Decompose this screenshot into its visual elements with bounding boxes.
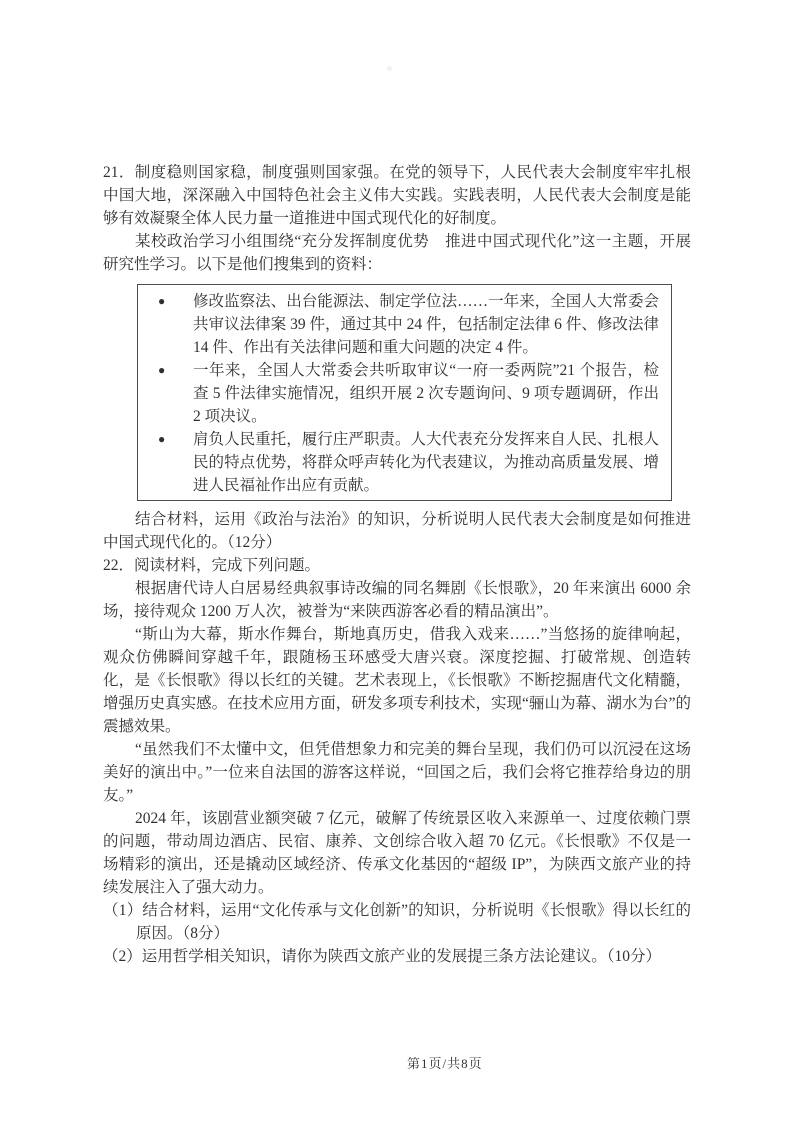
question-22-lead: 22．阅读材料，完成下列问题。 — [103, 557, 321, 574]
question-22-paragraph-1: 根据唐代诗人白居易经典叙事诗改编的同名舞剧《长恨歌》，20 年来演出 6000 余场，接待观众 1200 万人次，被誉为“来陕西游客必看的精品演出”。 — [103, 580, 691, 620]
material-bullet-item — [138, 290, 659, 359]
material-bullet-text: 肩负人民重托，履行庄严职责。人大代表充分发挥来自人民、扎根人民的特点优势，将群众呼声转化为代表建议，为推动高质量发展、增进人民福祉作出应有贡献。 — [193, 431, 659, 494]
question-22-paragraph-2: “斯山为大幕，斯水作舞台，斯地真历史，借我入戏来……”当悠扬的旋律响起，观众仿佛瞬间穿越千年，跟随杨玉环感受大唐兴衰。深度挖掘、打破常规、创造转化，是《长恨歌》得以长红的关键。艺术表现上，《长恨歌》不断挖掘唐代文化精髓，增强历史真实感。在技术应用方面，研发多项专利技术，实现“骊山为幕、湖水为台”的震撼效果。 — [103, 626, 691, 735]
question-21-setup: 某校政治学习小组围绕“充分发挥制度优势 推进中国式现代化”这一主题，开展研究性学习。以下是他们搜集到的资料： — [103, 233, 691, 273]
question-21-intro: 21．制度稳则国家稳，制度强则国家强。在党的领导下，人民代表大会制度牢牢扎根中国大地，深深融入中国特色社会主义伟大实践。实践表明，人民代表大会制度是能够有效凝聚全体人民力量一道推进中国式现代化的好制度。 — [103, 164, 691, 227]
question-22-sub-question-1: （1）结合材料，运用“文化传承与文化创新”的知识，分析说明《长恨歌》得以长红的原因。（8分） — [103, 902, 691, 942]
bullet-icon: ● — [158, 294, 166, 308]
question-22-sub-question-2: （2）运用哲学相关知识，请你为陕西文旅产业的发展提三条方法论建议。（10分） — [103, 948, 662, 965]
bullet-icon: ● — [158, 432, 166, 446]
question-21-task: 结合材料，运用《政治与法治》的知识，分析说明人民代表大会制度是如何推进中国式现代化的。（12分） — [103, 511, 691, 551]
material-bullet-item — [138, 359, 659, 428]
page-content — [103, 161, 691, 968]
question-22-paragraph-3: “虽然我们不太懂中文，但凭借想象力和完美的舞台呈现，我们仍可以沉浸在这场美好的演出中。”一位来自法国的游客这样说，“回国之后，我们会将它推荐给身边的朋友。” — [103, 741, 691, 804]
material-bullet-text: 一年来，全国人大常委会共听取审议“一府一委两院”21 个报告，检查 5 件法律实施情况，组织开展 2 次专题询问、9 项专题调研，作出 2 项决议。 — [193, 362, 659, 425]
page-number: 第1页/共8页 — [407, 1056, 483, 1071]
material-bullet-item — [138, 428, 659, 497]
question-21-material-box — [137, 284, 672, 501]
bullet-icon: ● — [158, 363, 166, 377]
scan-artifact-dot — [387, 66, 392, 71]
question-22-paragraph-4: 2024 年，该剧营业额突破 7 亿元，破解了传统景区收入来源单一、过度依赖门票的问题，带动周边酒店、民宿、康养、文创综合收入超 70 亿元。《长恨歌》不仅是一场精彩的演出，还是撬动区域经济、传承文化基因的“超级 IP”，为陕西文旅产业的持续发展注入了强大动力。 — [103, 810, 691, 896]
material-bullet-text: 修改监察法、出台能源法、制定学位法……一年来，全国人大常委会共审议法律案 39 件，通过其中 24 件，包括制定法律 6 件、修改法律 14 件、作出有关法律问题和重大问题的决定 4 件。 — [193, 293, 659, 356]
